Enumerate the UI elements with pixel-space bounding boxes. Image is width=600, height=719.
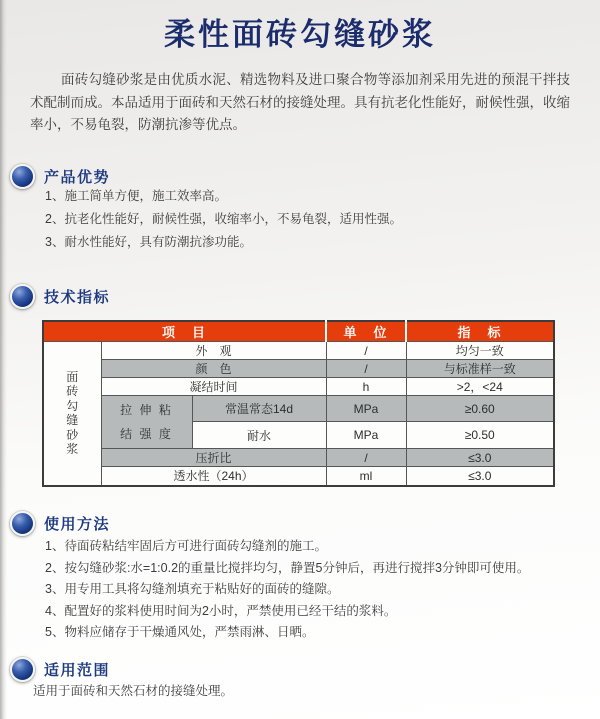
cell-unit: h xyxy=(326,378,406,396)
table-row xyxy=(43,396,554,422)
list-item: 5、物料应储存于干燥通风处，严禁雨淋、日晒。 xyxy=(45,625,315,639)
cell-unit: MPa xyxy=(326,422,406,449)
cell-unit: / xyxy=(326,360,406,378)
cell-unit: MPa xyxy=(326,396,406,422)
cell-item: 颜 色 xyxy=(101,360,326,378)
section-bullet-icon xyxy=(10,511,35,536)
col-header-item: 项 目 xyxy=(43,321,326,342)
list-item: 3、耐水性能好，具有防潮抗渗功能。 xyxy=(45,235,252,249)
table-row xyxy=(43,360,554,378)
section-title-advantages: 产品优势 xyxy=(44,169,111,186)
page-title: 柔性面砖勾缝砂浆 xyxy=(164,17,436,52)
section-title-usage: 使用方法 xyxy=(44,516,111,533)
list-item: 1、待面砖粘结牢固后方可进行面砖勾缝剂的施工。 xyxy=(45,539,327,553)
list-item: 2、抗老化性能好，耐候性强，收缩率小，不易龟裂，适用性强。 xyxy=(45,212,402,226)
list-item: 2、按勾缝砂浆:水=1:0.2的重量比搅拌均匀，静置5分钟后，再进行搅拌3分钟即可使用。 xyxy=(45,560,530,575)
product-name-vertical-label: 面砖勾缝砂浆 xyxy=(43,342,101,486)
section-bullet-icon xyxy=(10,657,35,682)
cell-value: >2，<24 xyxy=(406,378,554,396)
cell-unit: / xyxy=(326,449,406,467)
cell-item: 耐水 xyxy=(192,422,326,449)
cell-value: 与标准样一致 xyxy=(406,360,554,378)
section-title-scope: 适用范围 xyxy=(44,662,111,679)
section-header-scope xyxy=(10,657,110,682)
cell-item: 透水性（24h） xyxy=(101,467,326,486)
cell-value: ≥0.50 xyxy=(406,422,554,449)
section-header-specs xyxy=(10,284,110,309)
list-item: 3、用专用工具将勾缝剂填充于粘贴好的面砖的缝隙。 xyxy=(45,582,340,596)
cell-unit: / xyxy=(326,342,406,360)
cell-item: 压折比 xyxy=(101,449,326,467)
cell-value: 均匀一致 xyxy=(406,342,554,360)
cell-value: ≤3.0 xyxy=(406,449,554,467)
table-header-row xyxy=(43,321,554,342)
intro-paragraph: 面砖勾缝砂浆是由优质水泥、精选物料及进口聚合物等添加剂采用先进的预混干拌技术配制而成。本品适用于面砖和天然石材的接缝处理。具有抗老化性能好，耐候性强，收缩率小，不易龟裂，防潮抗渗等优点。 xyxy=(30,72,570,132)
scope-text: 适用于面砖和天然石材的接缝处理。 xyxy=(33,684,234,698)
group-label-tensile-bond-strength: 拉 伸 粘 结 强 度 xyxy=(101,396,192,449)
table-row xyxy=(43,467,554,486)
list-item: 4、配置好的浆料使用时间为2小时，严禁使用已经干结的浆料。 xyxy=(45,603,397,618)
advantages-list xyxy=(45,185,402,254)
usage-list xyxy=(45,536,529,644)
table-row xyxy=(43,378,554,396)
cell-item: 凝结时间 xyxy=(101,378,326,396)
scan-edge-shadow xyxy=(0,0,7,719)
list-item: 1、施工简单方便，施工效率高。 xyxy=(45,189,227,203)
cell-unit: ml xyxy=(326,467,406,486)
col-header-index: 指 标 xyxy=(406,321,554,342)
section-bullet-icon xyxy=(10,284,35,309)
table-row xyxy=(43,449,554,467)
spec-table xyxy=(42,320,555,487)
section-header-usage xyxy=(10,511,110,536)
cell-item: 常温常态14d xyxy=(192,396,326,422)
section-bullet-icon xyxy=(10,164,35,189)
cell-value: ≥0.60 xyxy=(406,396,554,422)
section-title-specs: 技术指标 xyxy=(44,289,111,306)
cell-value: ≤3.0 xyxy=(406,467,554,486)
table-row xyxy=(43,342,554,360)
col-header-unit: 单 位 xyxy=(326,321,406,342)
cell-item: 外 观 xyxy=(101,342,326,360)
